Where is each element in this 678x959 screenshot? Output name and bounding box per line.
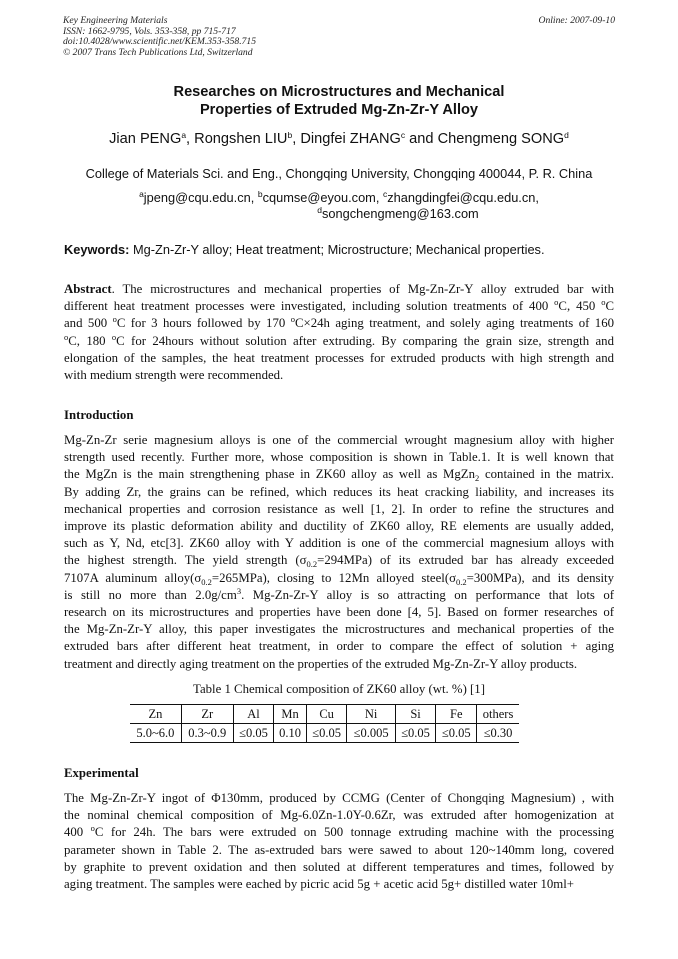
table-cell: ≤0.05 [395,724,436,743]
author-name: Rongshen LIU [194,131,288,147]
keywords [64,242,624,257]
section-heading-experimental: Experimental [64,766,139,780]
author-name: Dingfei ZHANG [300,131,401,147]
text-line: is still no more than $2.0g/cm^3$. Mg-Zn-Zr-Y alloy is so attracting on performance that lots of [64,585,614,602]
table-cell: 0.10 [274,724,306,743]
email-mark: d [317,205,323,215]
text-line: research on its microstructures and properties have been done [4, 5]. Based on former researches of [64,605,614,620]
abstract [64,281,614,384]
text-line: The Mg-Zn-Zr-Y ingot of Φ130mm, produced by CCMG (Center of Chongqing Magnesium) , with [64,791,614,805]
table-header-cell: Zn [148,706,163,721]
text-line: aging treatment. The samples were eached by picric acid 5g + acetic acid 5g+ distilled water 10ml+ [64,877,574,892]
author-mark: a [181,130,187,140]
table-cell: 0.3~0.9 [181,724,233,743]
email-address: cqumse@eyou.com, [262,190,383,205]
text-line: strength used recently. Further more, whose composition is shown in Table.1. It is well known that [64,450,614,465]
keywords-text: Mg-Zn-Zr-Y alloy; Heat treatment; Microstructure; Mechanical properties. [132,242,545,257]
text-line: $^o$C, 180 $^o$C for 24hours without solution after extruding. By comparing the grain size, strength and [64,331,614,348]
table-header-cell: Si [395,705,436,724]
text-line: the highest strength. The yield strength $(\sigma_{0.2}=294MPa)$ of its extruded bar has already exceeded [64,553,614,570]
author-list [0,131,678,147]
author-name: Chengmeng SONG [437,131,565,147]
author-sep: and [405,131,438,147]
text-line: such as Y, Nd, etc[3]. ZK60 alloy with Y addition is one of the commercial magnesium alloys with [64,536,614,551]
table-header-cell: Zr [181,705,233,724]
introduction-body [64,432,614,673]
author-mark: b [287,130,293,140]
text-line: 7107A aluminum $alloy(\sigma_{0.2}=265MPa)$, closing to 12Mn alloyed $steel(\sigma_{0.2}=300MPa)$, and its density [64,570,614,587]
paper-title [0,83,678,119]
journal-name: Key Engineering Materials [63,15,168,26]
author-sep: , [292,131,301,147]
copyright-line: © 2007 Trans Tech Publications Ltd, Switzerland [63,46,253,58]
email-address: zhangdingfei@cqu.edu.cn, [387,190,539,205]
table-header-cell: Ni [347,705,395,724]
table-caption: Table 1 Chemical composition of ZK60 alloy (wt. %) [1] [193,682,485,696]
email-list [0,190,678,222]
online-date: Online: 2007-09-10 [538,15,615,26]
keywords-label: Keywords: [64,242,130,257]
text-line: Abstract. The microstructures and mechanical properties of Mg-Zn-Zr-Y alloy extruded bar with [64,282,614,296]
table-header-cell: Mn [274,705,306,724]
table-header-cell: Cu [306,705,347,724]
text-line: treatment and directly aging treatment on the properties of the extruded Mg-Zn-Zr-Y alloy products. [64,656,578,671]
text-line: the Mg-Zn-Zr-Y alloy, this paper investigates the microstructures and mechanical properties of the [64,622,614,637]
table-cell: ≤0.005 [347,724,395,743]
author-sep: , [186,131,195,147]
table-cell: ≤0.05 [436,724,477,743]
text-line: extruded bars after different heat treatment, in order to compare the effect of solution + aging [64,639,614,654]
issn-line: ISSN: 1662-9795, Vols. 353-358, pp 715-717 [63,25,236,37]
table-cell: 5.0~6.0 [136,725,175,740]
email-address: jpeng@cqu.edu.cn, [143,190,258,205]
table-cell: ≤0.30 [477,724,519,743]
journal-header [63,16,615,58]
text-line: By adding Zr, the grains can be refined, which reduces its heat cracking liability, and increases its [64,484,614,499]
text-line: different heat treatment processes were investigated, including solution treatments of 400 $^o$C, 450 $^o$C [64,297,614,314]
email-address: songchengmeng@163.com [322,206,479,221]
text-line: parameter shown in Table 2. The as-extruded bars were sawed to about 120~140mm long, covered [64,842,614,857]
table-header-row [130,705,519,724]
table-row [130,724,519,743]
text-line: with medium strength were recommended. [64,368,284,383]
author-name: Jian PENG [109,131,182,147]
email-mark: a [139,189,144,199]
table-cell: ≤0.05 [306,724,347,743]
text-line: the MgZn is the main strengthening phase in ZK60 alloy as well as MgZn$_2$ contained in the matrix. [64,467,614,484]
text-line: elongation of the samples, the heat treatment processes for extruded products with high strength and [64,350,614,365]
email-mark: b [257,189,263,199]
table-header-cell: Fe [436,705,477,724]
text-line: the nominal chemical composition of Mg-6.0Zn-1.0Y-0.6Zr, was extruded after homogenization at [64,808,614,823]
text-line: mechanical properties and corrosion resistance as well [1, 2]. In order to refine the structures and [64,501,614,516]
email-mark: c [382,189,388,199]
section-heading-introduction: Introduction [64,408,134,422]
table-header-cell: others [477,705,519,724]
abstract-label: Abstract [64,282,112,296]
author-mark: c [400,130,406,140]
text-line: by graphite to prevent oxidation and then soluted at different temperatures and times, followed by [64,859,614,874]
experimental-body [64,790,614,893]
author-mark: d [564,130,569,140]
title-line-1: Researches on Microstructures and Mechanical [173,84,505,100]
composition-table [130,704,519,743]
doi-line: doi:10.4028/www.scientific.net/KEM.353-358.715 [63,36,257,48]
text-line: Mg-Zn-Zr serie magnesium alloys is one of the commercial wrought magnesium alloy with higher [64,433,614,447]
table-cell: ≤0.05 [233,724,274,743]
title-line-2: Properties of Extruded Mg-Zn-Zr-Y Alloy [199,102,479,118]
table-header-cell: Al [233,705,274,724]
affiliation: College of Materials Sci. and Eng., Chongqing University, Chongqing 400044, P. R. China [85,166,593,181]
text-line: and 500 $^o$C for 3 hours followed by 170 $^o$C×24h aging treatment, and solely aging treatments of 160 [64,314,614,331]
text-line: improve its plastic deformation ability and ductility of ZK60 alloy, RE elements are usually added, [64,519,614,534]
text-line: 400 $^o$C for 24h. The bars were extruded on 500 tonnage extruding machine with the processing [64,823,614,840]
